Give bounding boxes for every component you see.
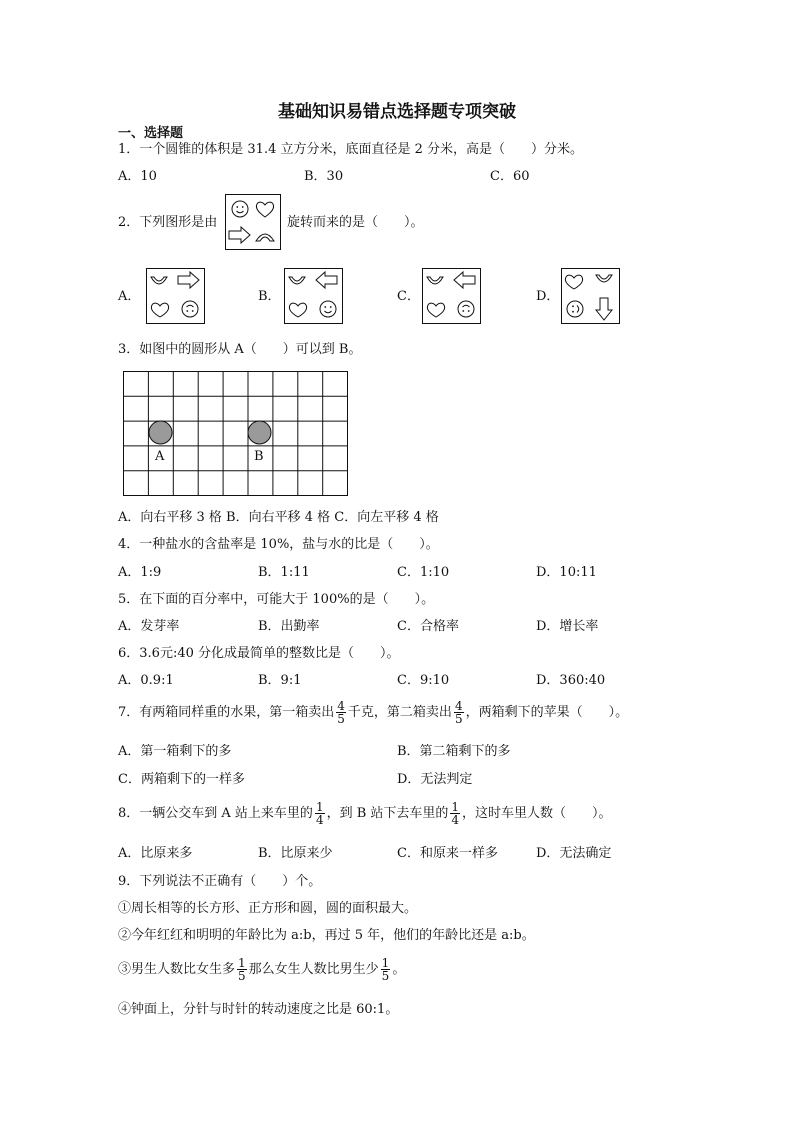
question-6: 6．3.6元:40 分化成最简单的整数比是（ ）。	[118, 646, 400, 661]
q5-option-d: D．增长率	[536, 619, 599, 634]
q9-statement-1: ①周长相等的长方形、正方形和圆，圆的面积最大。	[118, 901, 418, 916]
q6-option-a: A．0.9:1	[118, 673, 174, 688]
q2-option-c: C．	[397, 289, 420, 304]
q8-option-c: C．和原来一样多	[397, 846, 498, 861]
q3-grid-figure	[121, 369, 351, 499]
q9-s3-text-1: ③男生人数比女生多	[118, 962, 236, 977]
q9-statement-4: ④钟面上，分针与时针的转动速度之比是 60:1。	[118, 1002, 399, 1017]
q1-option-c: C．60	[490, 169, 530, 184]
q9-s3-text-2: 那么女生人数比男生少	[248, 962, 379, 977]
q9-s3-fraction-2: $\frac{1}{5}$	[381, 956, 390, 983]
section-heading: 一、选择题	[118, 126, 184, 141]
q2-option-c-figure	[421, 267, 483, 325]
question-4: 4．一种盐水的含盐率是 10%，盐与水的比是（ ）。	[118, 537, 439, 552]
q9-s3-text-3: 。	[392, 962, 406, 977]
q8-text-3: ，这时车里人数（ ）。	[462, 806, 612, 821]
question-2-after: 旋转而来的是（ ）。	[287, 215, 424, 230]
q3-options: A．向右平移 3 格 B．向右平移 4 格 C．向左平移 4 格	[118, 510, 439, 525]
q5-option-c: C．合格率	[397, 619, 459, 634]
q2-option-b: B．	[258, 289, 281, 304]
question-7	[118, 700, 628, 725]
q7-fraction-1: $\frac{4}{5}$	[337, 699, 345, 726]
q5-option-b: B．出勤率	[258, 619, 320, 634]
q7-option-d: D．无法判定	[397, 772, 473, 787]
question-8	[118, 801, 612, 826]
q4-option-a: A．1:9	[118, 565, 162, 580]
q1-option-a: A．10	[118, 169, 157, 184]
question-3: 3．如图中的圆形从 A（ ）可以到 B。	[118, 342, 362, 357]
q7-option-b: B．第二箱剩下的多	[397, 744, 511, 759]
q7-text-3: ，两箱剩下的苹果（ ）。	[465, 705, 629, 720]
q8-text-2: ，到 B 站下去车里的	[326, 806, 449, 821]
q7-option-c: C．两箱剩下的一样多	[118, 772, 245, 787]
q6-option-d: D．360:40	[536, 673, 606, 688]
q8-text-1: 8．一辆公交车到 A 站上来车里的	[118, 806, 313, 821]
q7-fraction-2: $\frac{4}{5}$	[454, 699, 463, 726]
circle-b	[248, 421, 271, 444]
circle-a	[149, 421, 172, 444]
q8-option-d: D．无法确定	[536, 846, 612, 861]
q2-option-a: A．	[118, 289, 141, 304]
q6-option-b: B．9:1	[258, 673, 302, 688]
q9-statement-3	[118, 957, 405, 982]
q8-fraction-2: $\frac{1}{4}$	[451, 800, 460, 827]
question-9: 9．下列说法不正确有（ ）个。	[118, 874, 322, 889]
q7-text-2: 千克，第二箱卖出	[347, 705, 452, 720]
q8-fraction-1: $\frac{1}{4}$	[315, 800, 324, 827]
grid-label-b: B	[254, 449, 264, 464]
q2-option-a-figure	[145, 267, 207, 325]
q2-option-d-figure	[560, 267, 622, 325]
q2-option-d: D．	[536, 289, 560, 304]
q2-option-b-figure	[283, 267, 345, 325]
grid-label-a: A	[155, 449, 165, 464]
q4-option-d: D．10:11	[536, 565, 597, 580]
question-2-before: 2．下列图形是由	[118, 215, 218, 230]
q6-option-c: C．9:10	[397, 673, 450, 688]
q8-option-b: B．比原来少	[258, 846, 333, 861]
q1-option-b: B．30	[304, 169, 344, 184]
q8-option-a: A．比原来多	[118, 846, 193, 861]
q9-statement-2: ②今年红红和明明的年龄比为 a:b，再过 5 年，他们的年龄比还是 a:b。	[118, 928, 535, 943]
question-1: 1．一个圆锥的体积是 31.4 立方分米，底面直径是 2 分米，高是（ ）分米。	[118, 142, 584, 157]
q4-option-b: B．1:11	[258, 565, 310, 580]
q7-option-a: A．第一箱剩下的多	[118, 744, 232, 759]
page-title: 基础知识易错点选择题专项突破	[278, 102, 516, 122]
question-5: 5．在下面的百分率中，可能大于 100%的是（ ）。	[118, 592, 435, 607]
q2-original-figure	[225, 194, 281, 250]
q9-s3-fraction-1: $\frac{1}{5}$	[238, 956, 246, 983]
q7-text-1: 7．有两箱同样重的水果，第一箱卖出	[118, 705, 335, 720]
q5-option-a: A．发芽率	[118, 619, 180, 634]
q4-option-c: C．1:10	[397, 565, 450, 580]
